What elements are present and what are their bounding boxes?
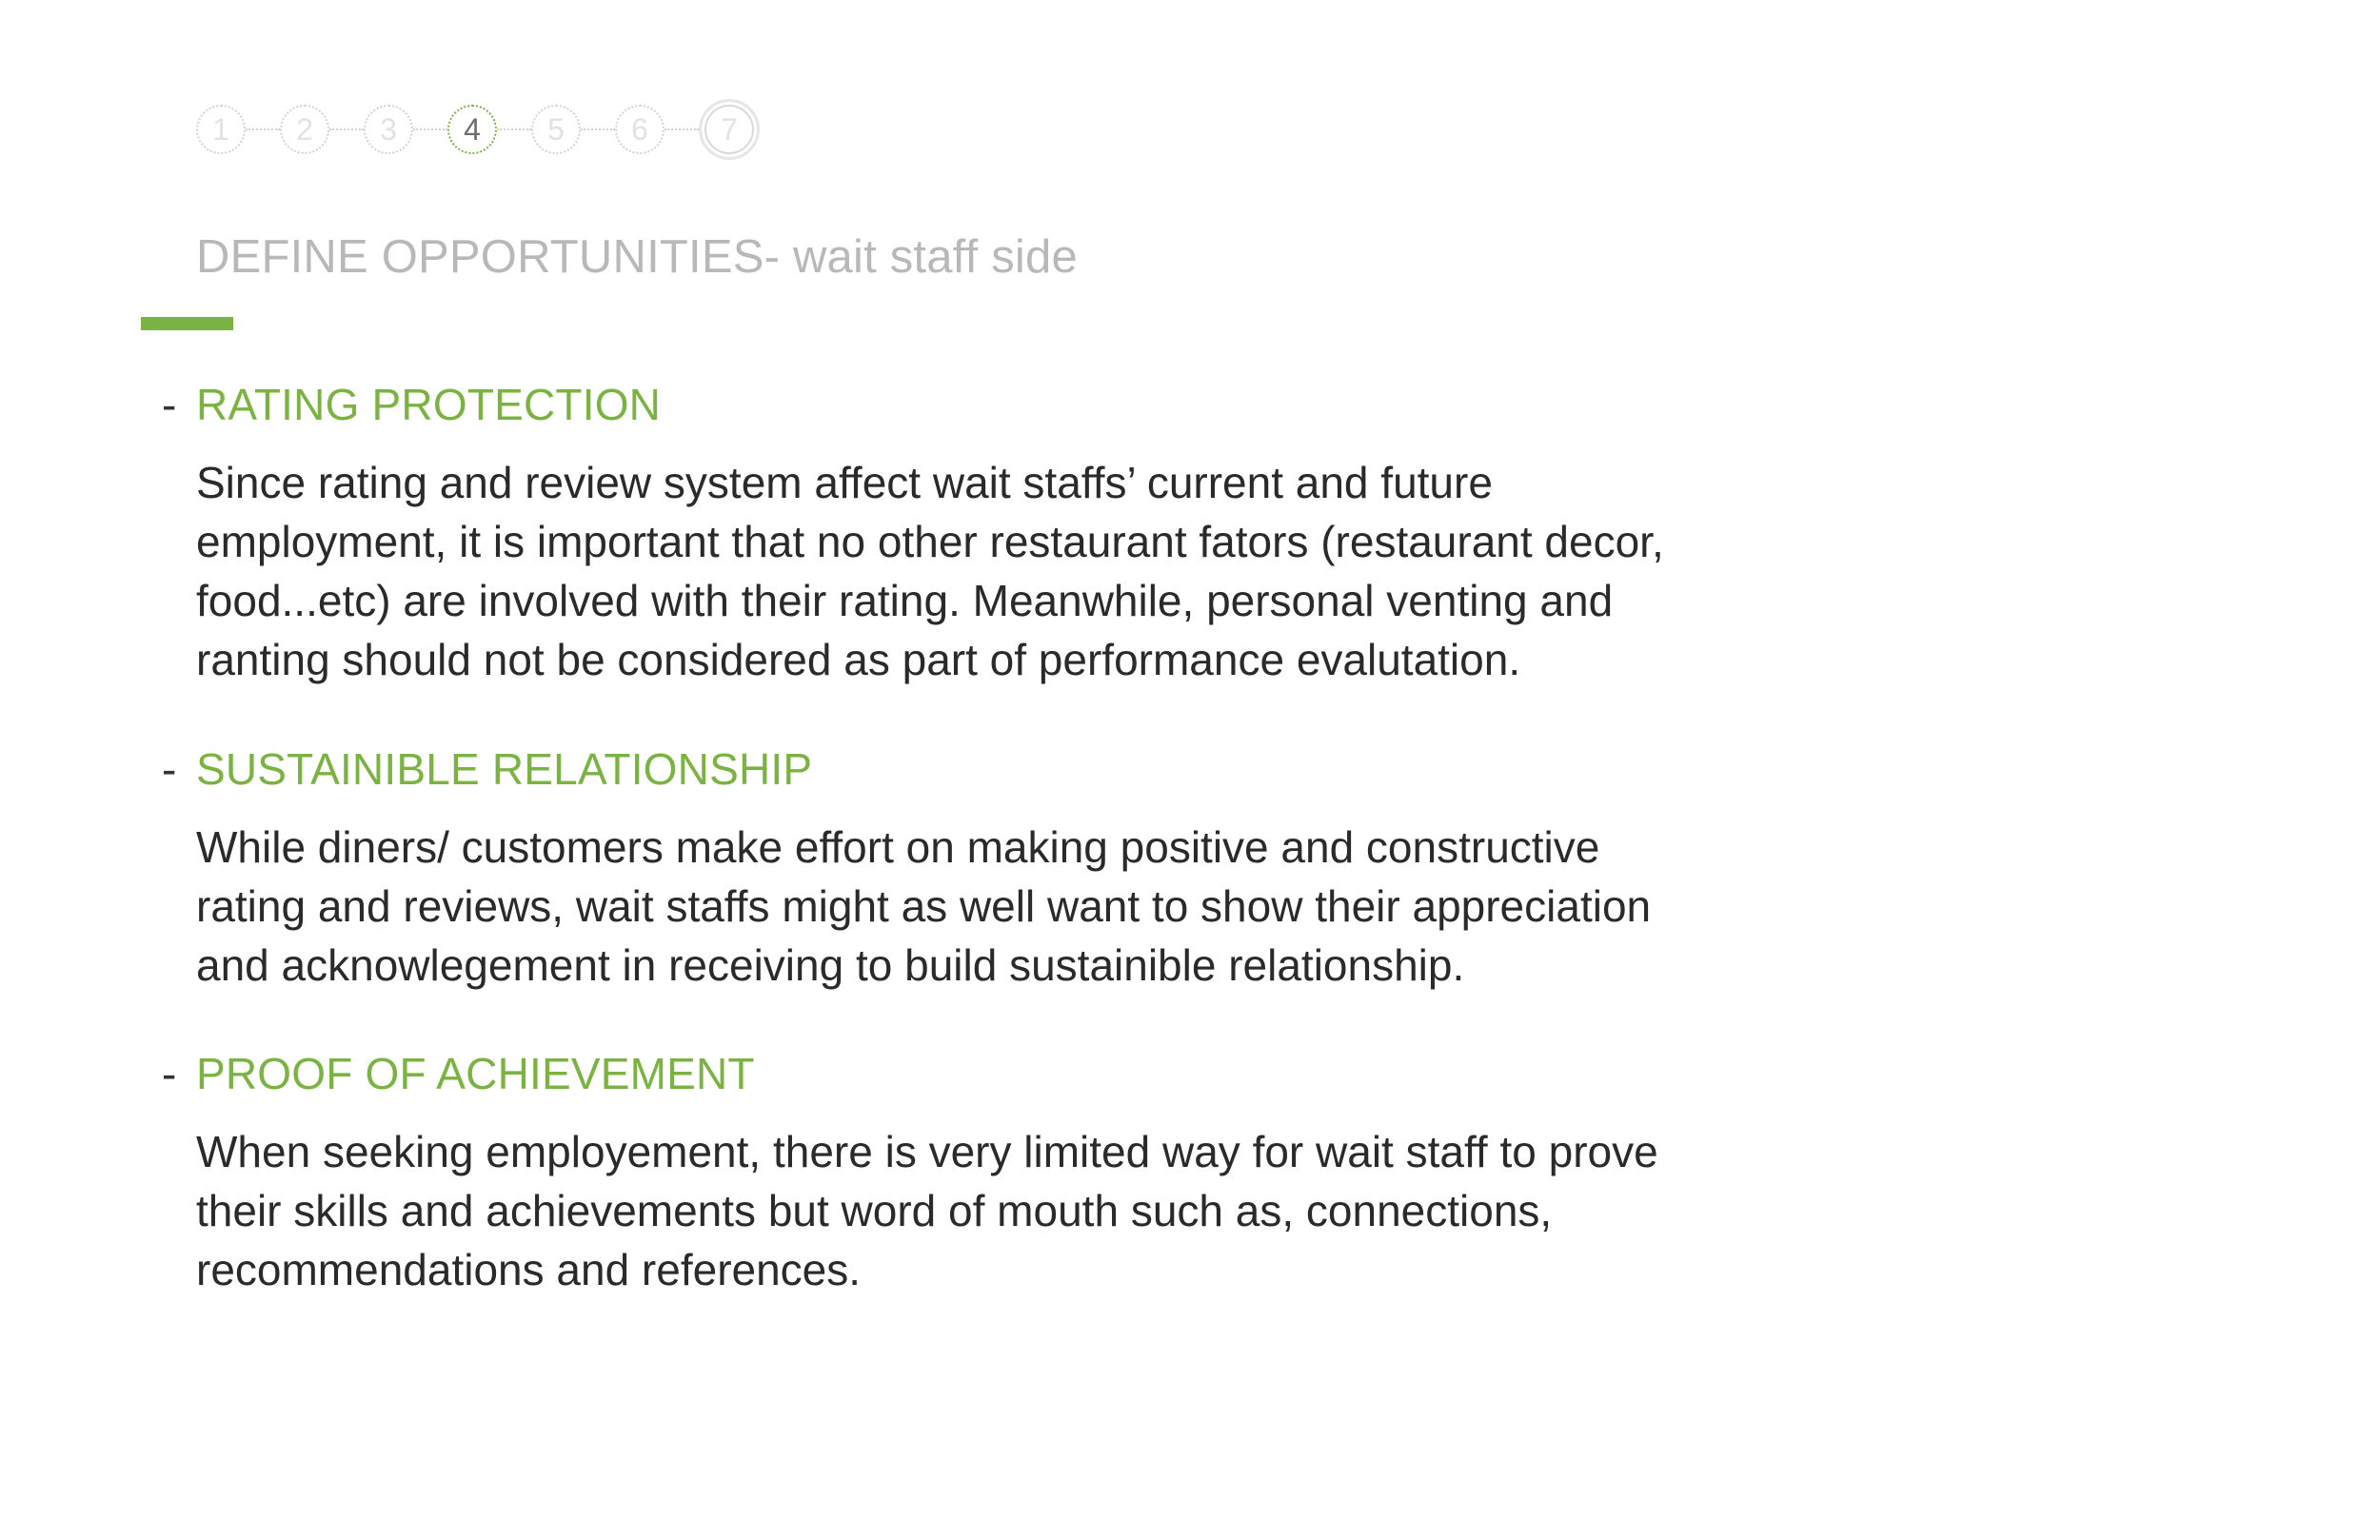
section-heading: SUSTAINIBLE RELATIONSHIP [196, 744, 813, 794]
step-connector [664, 128, 699, 130]
section-header [162, 379, 1704, 436]
step-connector [329, 128, 364, 130]
section-header [162, 743, 1704, 800]
section-body [196, 453, 1704, 689]
body-line: employment, it is important that no other restaurant fators (restaurant decor, [196, 517, 1664, 566]
bullet-dash: - [162, 1049, 177, 1098]
section-rating-protection [162, 379, 1704, 689]
body-line: Since rating and review system affect wait staffs’ current and future [196, 458, 1493, 507]
section-body [196, 818, 1704, 995]
step-progress [196, 99, 760, 160]
step-connector [497, 128, 531, 130]
body-line: and acknowlegement in receiving to build sustainible relationship. [196, 940, 1465, 990]
body-line: rating and reviews, wait staffs might as well want to show their appreciation [196, 881, 1652, 931]
step-2[interactable]: 2 [280, 105, 329, 154]
body-line: ranting should not be considered as part of performance evalutation. [196, 635, 1521, 684]
section-heading: PROOF OF ACHIEVEMENT [196, 1049, 755, 1098]
step-connector [413, 128, 447, 130]
step-4-current[interactable]: 4 [447, 105, 497, 154]
step-6[interactable]: 6 [615, 105, 664, 154]
body-line: their skills and achievements but word of mouth such as, connections, [196, 1186, 1553, 1235]
title-accent-bar [141, 317, 233, 330]
bullet-dash: - [162, 744, 177, 794]
step-5[interactable]: 5 [531, 105, 581, 154]
body-line: When seeking employement, there is very limited way for wait staff to prove [196, 1127, 1658, 1176]
step-3[interactable]: 3 [364, 105, 413, 154]
section-header [162, 1048, 1704, 1105]
step-7[interactable]: 7 [699, 99, 760, 160]
section-proof-of-achievement [162, 1048, 1704, 1299]
page-title: DEFINE OPPORTUNITIES- wait staff side [196, 231, 1078, 283]
section-heading: RATING PROTECTION [196, 380, 662, 429]
section-body [196, 1122, 1704, 1299]
body-line: food...etc) are involved with their rating. Meanwhile, personal venting and [196, 576, 1614, 625]
step-connector [581, 128, 615, 130]
bullet-dash: - [162, 380, 177, 429]
body-line: While diners/ customers make effort on making positive and constructive [196, 822, 1600, 872]
body-line: recommendations and references. [196, 1245, 862, 1294]
section-sustainible-relationship [162, 743, 1704, 995]
step-connector [246, 128, 280, 130]
step-1[interactable]: 1 [196, 105, 246, 154]
